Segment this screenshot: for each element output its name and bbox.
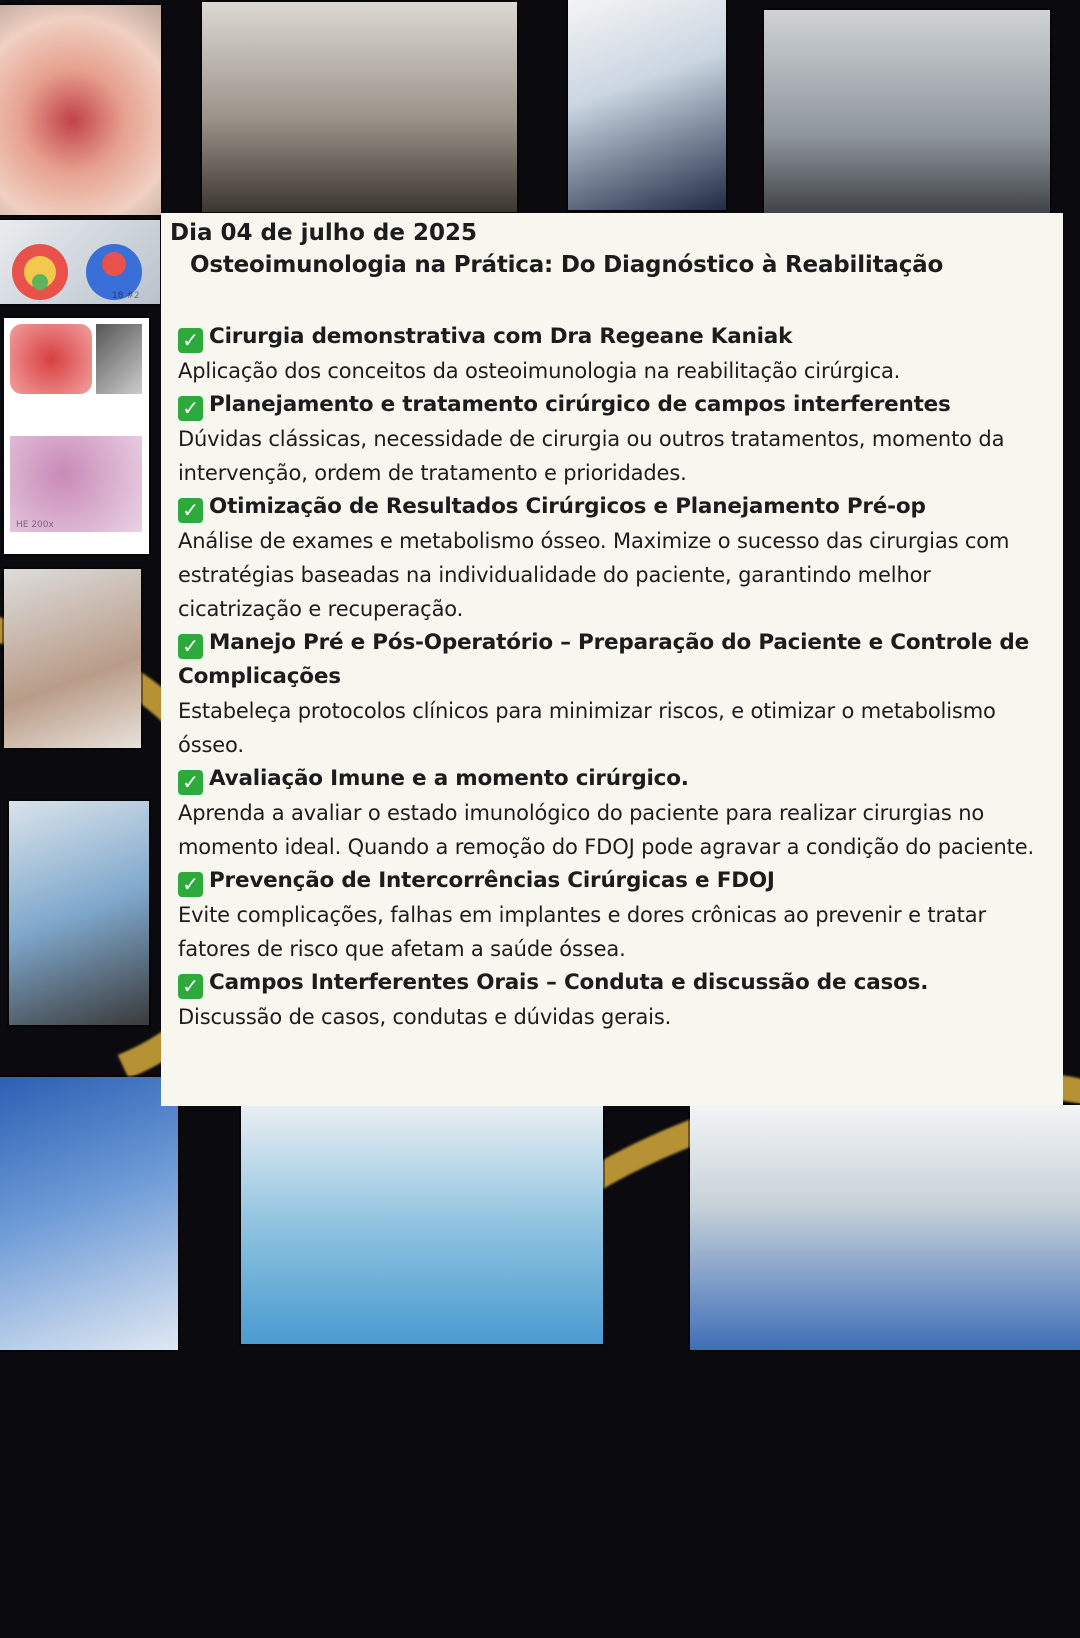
check-mark-icon: ✓ <box>178 498 203 523</box>
topic-item <box>178 626 1058 762</box>
topic-heading: Avaliação Imune e a momento cirúrgico. <box>209 766 689 791</box>
check-mark-icon: ✓ <box>178 974 203 999</box>
check-mark-icon: ✓ <box>178 634 203 659</box>
check-mark-icon: ✓ <box>178 396 203 421</box>
photo-doctor-headset <box>568 0 726 210</box>
page-title: Osteoimunologia na Prática: Do Diagnóstico à Reabilitação <box>190 252 944 278</box>
check-mark-icon: ✓ <box>178 872 203 897</box>
topic-item <box>178 966 1058 1034</box>
photo-heatmap-chart <box>0 220 160 304</box>
event-date: Dia 04 de julho de 2025 <box>170 220 477 246</box>
histology-label: HE 200x <box>16 520 54 530</box>
course-content <box>170 218 1058 1034</box>
topic-description: Análise de exames e metabolismo ósseo. Maximize o sucesso das cirurgias com estratégias baseadas na individualidade do paciente, garantindo melhor cicatrização e recuperação. <box>178 529 1010 621</box>
topic-description: Dúvidas clássicas, necessidade de cirurgia ou outros tratamentos, momento da intervenção, ordem de tratamento e prioridades. <box>178 427 1005 485</box>
check-mark-icon: ✓ <box>178 770 203 795</box>
topic-item <box>178 388 1058 490</box>
photo-surgery-team-left <box>0 1077 178 1350</box>
photo-laser-treatment <box>4 569 141 748</box>
photo-group-team <box>241 1106 603 1344</box>
topic-description: Evite complicações, falhas em implantes e dores crônicas ao prevenir e tratar fatores de risco que afetam a saúde óssea. <box>178 903 986 961</box>
photo-training-room <box>764 10 1050 218</box>
histology-specimen <box>10 324 92 394</box>
photo-operating-room <box>690 1105 1080 1350</box>
topic-description: Aprenda a avaliar o estado imunológico do paciente para realizar cirurgias no momento ideal. Quando a remoção do FDOJ pode agravar a condição do paciente. <box>178 801 1034 859</box>
check-mark-icon: ✓ <box>178 328 203 353</box>
histology-slide <box>10 436 142 532</box>
topic-heading: Prevenção de Intercorrências Cirúrgicas e FDOJ <box>209 868 775 893</box>
topic-heading: Cirurgia demonstrativa com Dra Regeane Kaniak <box>209 324 793 349</box>
topic-heading: Otimização de Resultados Cirúrgicos e Planejamento Pré-op <box>209 494 926 519</box>
topic-description: Aplicação dos conceitos da osteoimunologia na reabilitação cirúrgica. <box>178 359 901 383</box>
topic-heading: Planejamento e tratamento cirúrgico de campos interferentes <box>209 392 951 417</box>
topic-description: Discussão de casos, condutas e dúvidas gerais. <box>178 1005 672 1029</box>
topic-heading: Campos Interferentes Orais – Conduta e discussão de casos. <box>209 970 929 995</box>
topic-description: Estabeleça protocolos clínicos para minimizar riscos, e otimizar o metabolismo ósseo. <box>178 699 996 757</box>
histology-xray <box>96 324 142 394</box>
photo-histology <box>4 318 149 554</box>
topic-item <box>178 762 1058 864</box>
photo-scalp-procedure <box>9 801 149 1025</box>
chart-photo-label: 18 #2 <box>112 291 140 301</box>
photo-lecture-room <box>202 2 517 212</box>
photo-oral-surgery <box>0 5 161 215</box>
topic-item <box>178 490 1058 626</box>
topic-item <box>178 320 1058 388</box>
topic-item <box>178 864 1058 966</box>
topic-heading: Manejo Pré e Pós-Operatório – Preparação do Paciente e Controle de Complicações <box>178 630 1029 689</box>
